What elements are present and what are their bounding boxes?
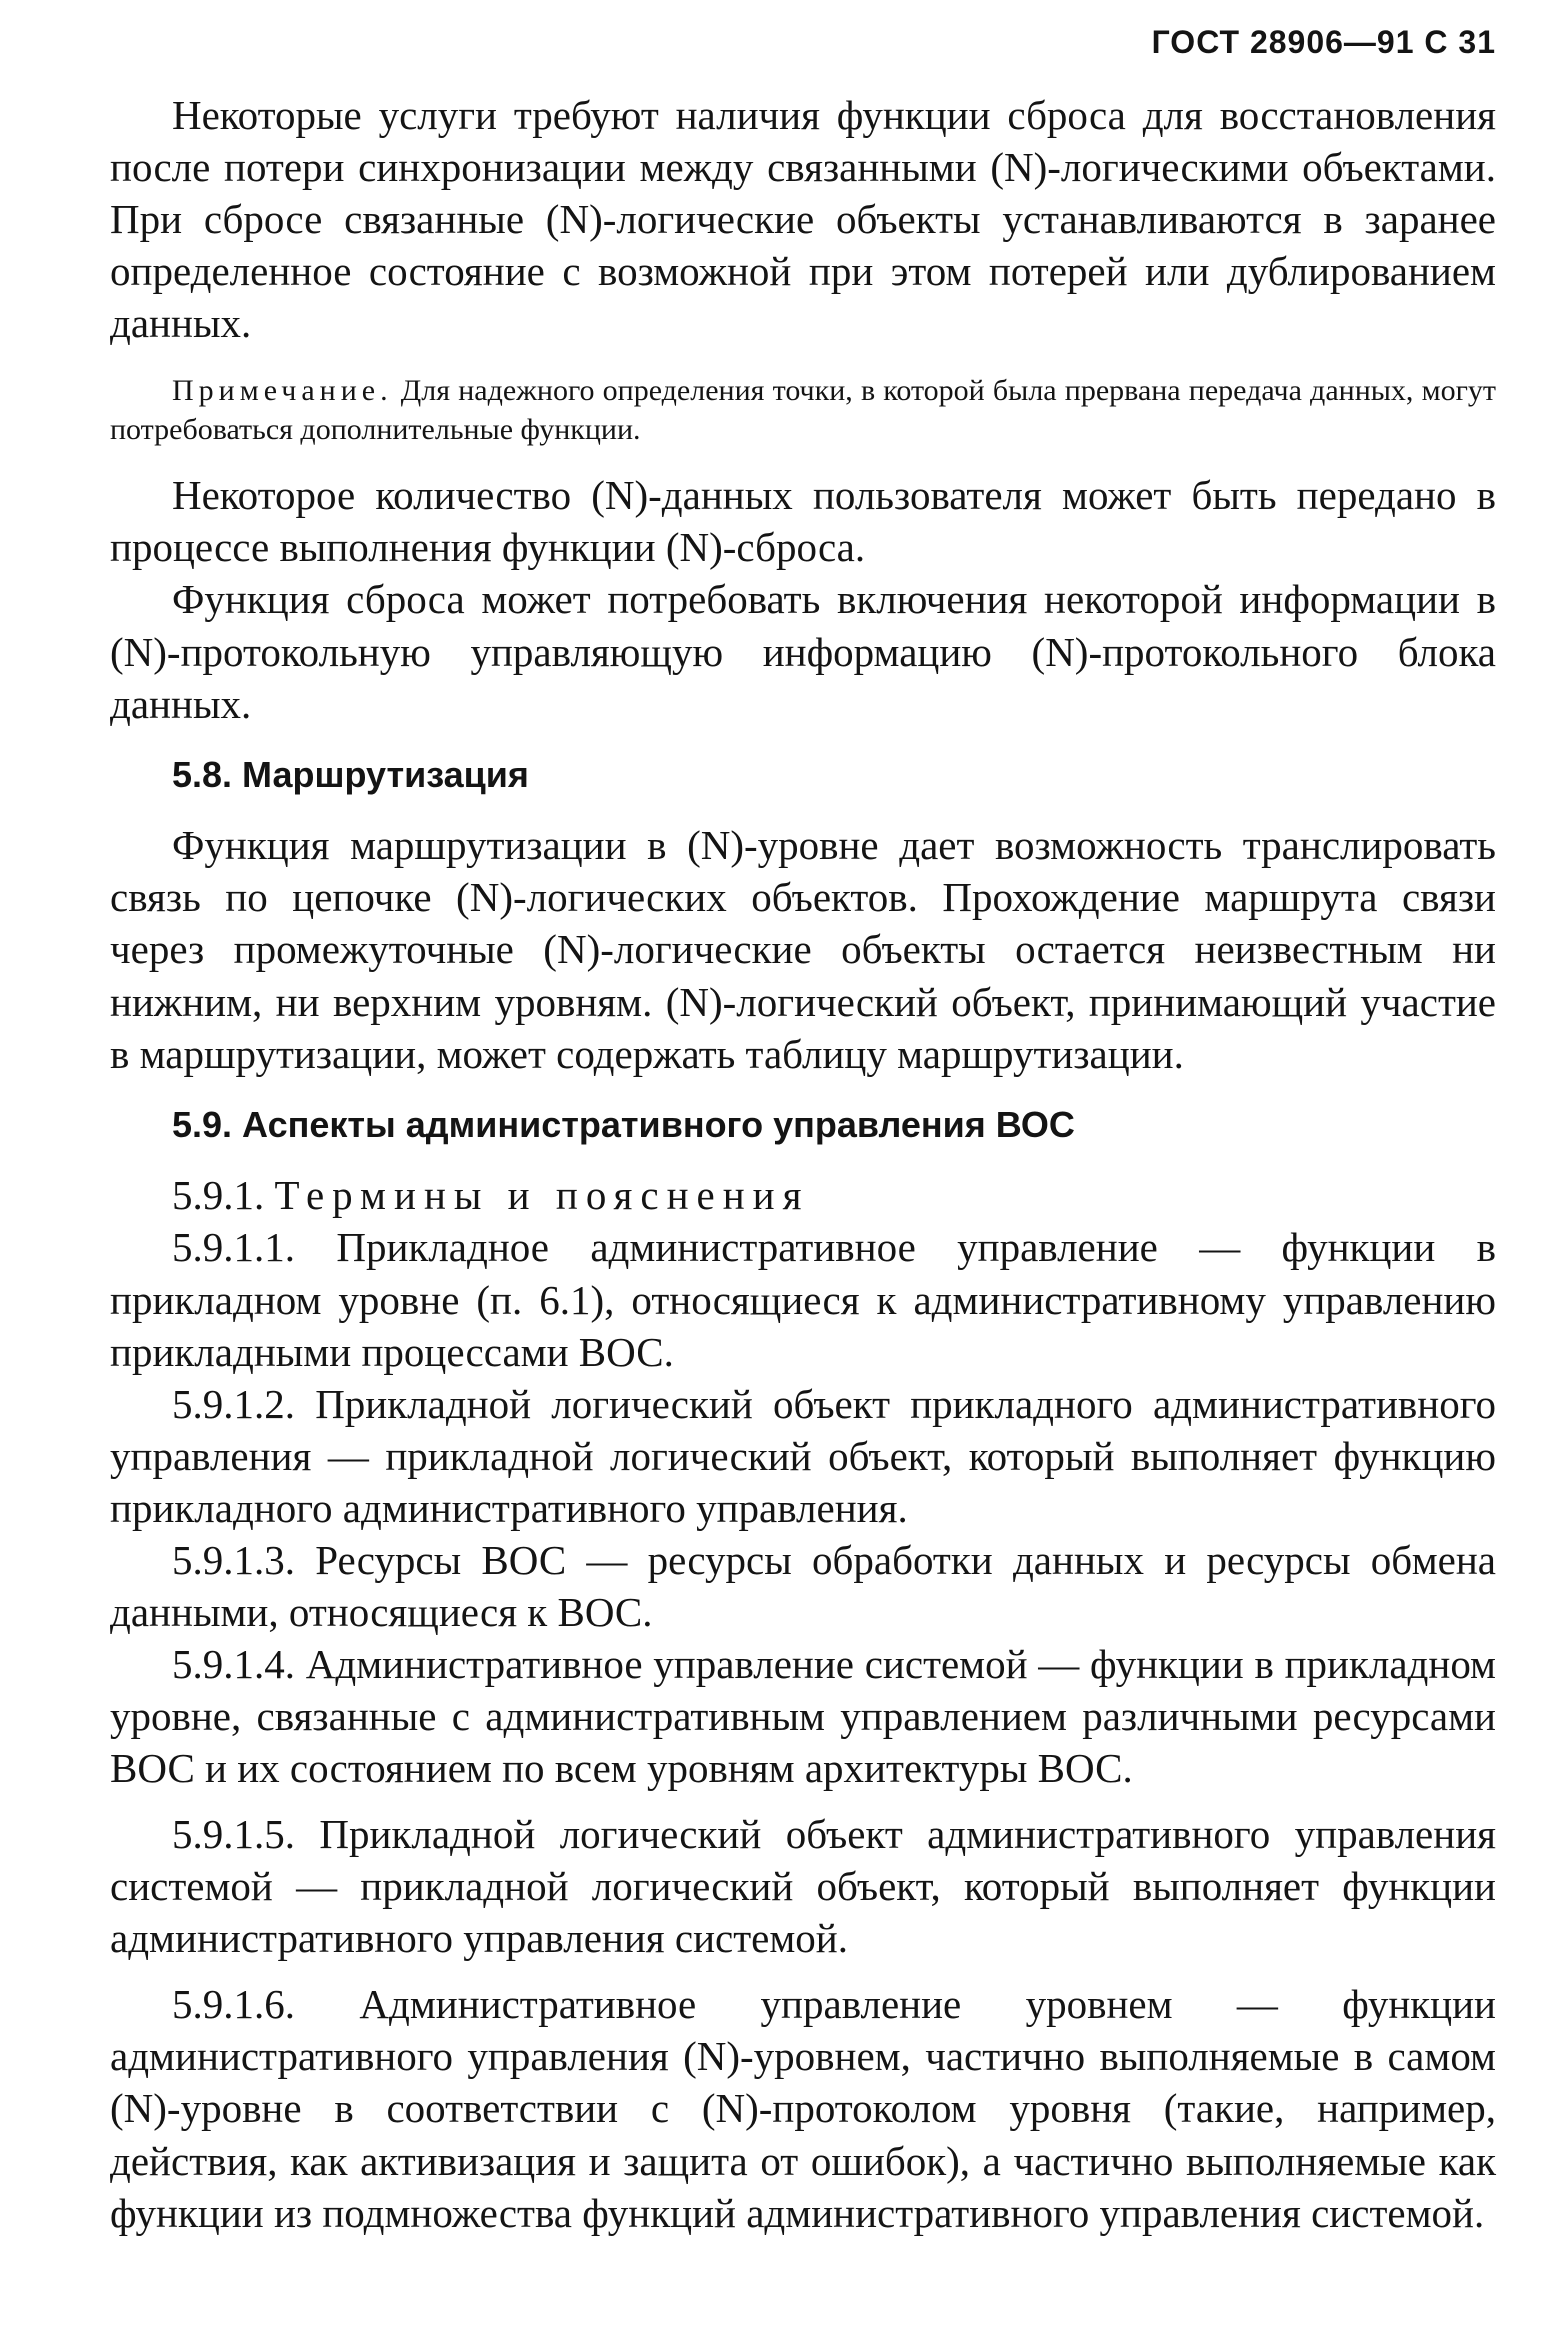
- subsection-title: Термины и пояснения: [274, 1172, 810, 1219]
- definition-5-9-1-3: 5.9.1.3. Ресурсы ВОС — ресурсы обработки данных и ресурсы обмена данными, относящиеся к ВОС.: [110, 1536, 1496, 1635]
- paragraph-user-data: Некоторое количество (N)-данных пользователя может быть передано в процессе выполнения функции (N)-сброса.: [110, 472, 1496, 571]
- definition-5-9-1-5: 5.9.1.5. Прикладной логический объект административного управления системой — прикладной логический объект, который выполняет функции административного управления системой.: [110, 1811, 1496, 1962]
- document-body: [110, 89, 1496, 2239]
- subsection-number: 5.9.1.: [172, 1172, 265, 1219]
- note: [110, 371, 1496, 449]
- running-header: ГОСТ 28906—91 С 31: [1151, 24, 1496, 60]
- section-heading-5-9: 5.9. Аспекты административного управления ВОС: [172, 1103, 1075, 1145]
- paragraph-routing: Функция маршрутизации в (N)-уровне дает возможность транслировать связь по цепочке (N)-логических объектов. Прохождение маршрута связи через промежуточные (N)-логические объекты остается неизвестным ни нижним, ни верхним уровням. (N)-логический объект, принимающий участие в маршрутизации, может содержать таблицу маршрутизации.: [110, 822, 1496, 1077]
- paragraph-reset-info: Функция сброса может потребовать включения некоторой информации в (N)-протокольную управляющую информацию (N)-протокольного блока данных.: [110, 576, 1496, 727]
- definition-5-9-1-1: 5.9.1.1. Прикладное административное управление — функции в прикладном уровне (п. 6.1), относящиеся к административному управлению прикладными процессами ВОС.: [110, 1224, 1496, 1375]
- subsection-heading-5-9-1: [110, 1169, 1496, 1221]
- note-label: Примечание.: [172, 374, 393, 408]
- definition-5-9-1-6: 5.9.1.6. Административное управление уровнем — функции административного управления (N)-уровнем, частично выполняемые в самом (N)-уровне в соответствии с (N)-протоколом уровня (такие, например, действия, как активизация и защита от ошибок), а частично выполняемые как функции из подмножества функций административного управления системой.: [110, 1981, 1496, 2236]
- section-heading-5-8: 5.8. Маршрутизация: [172, 753, 529, 795]
- definition-5-9-1-2: 5.9.1.2. Прикладной логический объект прикладного административного управления — прикладной логический объект, который выполняет функцию прикладного административного управления.: [110, 1380, 1496, 1531]
- note-text: Для надежного определения точки, в которой была прервана передача данных, могут потребоваться дополнительные функции.: [110, 374, 1496, 447]
- definition-5-9-1-4: 5.9.1.4. Административное управление системой — функции в прикладном уровне, связанные с административным управлением различными ресурсами ВОС и их состоянием по всем уровням архитектуры ВОС.: [110, 1640, 1496, 1792]
- paragraph-reset-intro: Некоторые услуги требуют наличия функции сброса для восстановления после потери синхронизации между связанными (N)-логическими объектами. При сбросе связанные (N)-логические объекты устанавливаются в заранее определенное состояние с возможной при этом потерей или дублированием данных.: [110, 92, 1496, 347]
